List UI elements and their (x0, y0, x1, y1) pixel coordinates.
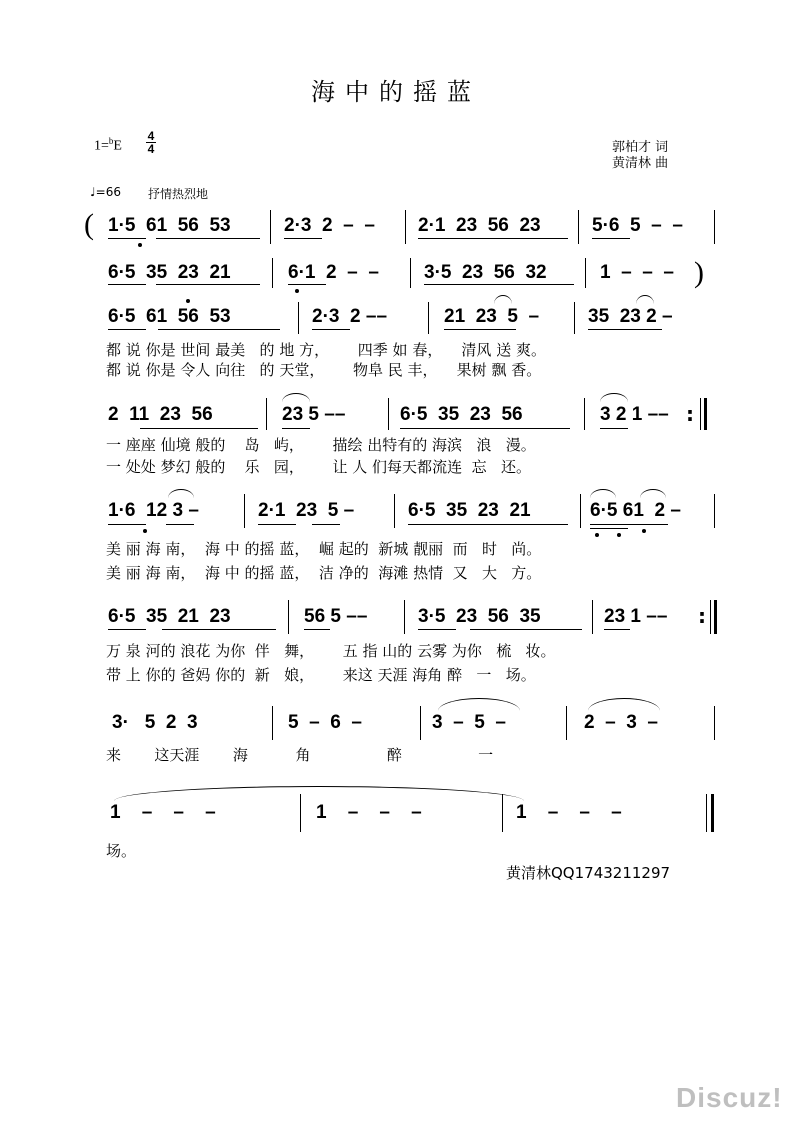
lyrics-verse-2-line-1: 都 说 你是 令人 向往 的 天堂， 物阜 民 丰， 果树 飘 香。 (106, 361, 542, 379)
staff-line-6b: 56 5 –– (304, 606, 368, 627)
composer-credit: 黄清林 曲 (612, 156, 669, 171)
lyrics-verse-2-line-4: 带 上 你的 爸妈 你的 新 娘， 来这 天涯 海角 醉 一 场。 (106, 666, 536, 684)
staff-line-1: 1·5 61 56 53 (108, 215, 231, 236)
staff-line-5: 1·6 12 3 – (108, 500, 199, 521)
lyrics-verse-1-line-4: 万 泉 河的 浪花 为你 伴 舞， 五 指 山的 云雾 为你 梳 妆。 (106, 642, 556, 660)
staff-line-8: 1 – – – (110, 802, 216, 823)
staff-line-8c: 1 – – – (516, 802, 622, 823)
intro-close-paren: ) (694, 256, 704, 289)
staff-line-5d: 6·5 61 2 – (590, 500, 681, 521)
lyrics-ending: 场。 (106, 842, 137, 860)
staff-line-7d: 2 – 3 – (584, 712, 658, 733)
staff-line-7b: 5 – 6 – (288, 712, 362, 733)
time-signature (146, 130, 156, 155)
staff-line-5b: 2·1 23 5 – (258, 500, 355, 521)
song-title: 海中的摇蓝 (311, 78, 481, 106)
staff-line-1d: 5·6 5 – – (592, 215, 683, 236)
staff-line-4d: 3 2 1 –– (600, 404, 669, 425)
staff-line-3b: 2·3 2 –– (312, 306, 388, 327)
watermark-logo: Discuz! (676, 1082, 783, 1113)
staff-line-4: 2 11 23 56 (108, 404, 213, 425)
key-note: E (113, 138, 122, 154)
lyrics-verse-1-line-3: 美 丽 海 南， 海 中 的摇 蓝， 崛 起的 新城 靓丽 而 时 尚。 (106, 540, 542, 558)
staff-line-7: 3· 5 2 3 (112, 712, 198, 733)
staff-line-6c: 3·5 23 56 35 (418, 606, 541, 627)
lyrics-coda: 来 这天涯 海 角 醉 一 (106, 746, 494, 764)
time-bottom: 4 (147, 142, 155, 156)
staff-line-3d: 35 23 2 – (588, 306, 673, 327)
staff-line-3: 6·5 61 56 53 (108, 306, 231, 327)
key-prefix: 1= (94, 138, 109, 154)
flat-sign: b (108, 136, 114, 146)
tempo-mark: ♩=66 (90, 185, 121, 199)
staff-line-6d: 23 1 –– (604, 606, 668, 627)
staff-line-2b: 6·1 2 – – (288, 262, 379, 283)
lyrics-verse-2-line-3: 美 丽 海 南， 海 中 的摇 蓝， 洁 净的 海滩 热情 又 大 方。 (106, 564, 542, 582)
staff-line-2: 6·5 35 23 21 (108, 262, 231, 283)
author-signature: 黄清林QQ1743211297 (506, 864, 671, 882)
staff-line-4c: 6·5 35 23 56 (400, 404, 523, 425)
staff-line-8b: 1 – – – (316, 802, 422, 823)
lyrics-verse-2-line-2: 一 处处 梦幻 般的 乐 园， 让 人 们每天都流连 忘 还。 (106, 458, 531, 476)
lyrics-verse-1-line-1: 都 说 你是 世间 最美 的 地 方， 四季 如 春， 清风 送 爽。 (106, 341, 547, 359)
time-top: 4 (147, 129, 155, 143)
lyricist-credit: 郭柏才 词 (612, 140, 669, 155)
lyrics-verse-1-line-2: 一 座座 仙境 般的 岛 屿， 描绘 出特有的 海滨 浪 漫。 (106, 436, 536, 454)
staff-line-1b: 2·3 2 – – (284, 215, 375, 236)
staff-line-1c: 2·1 23 56 23 (418, 215, 541, 236)
staff-line-7c: 3 – 5 – (432, 712, 506, 733)
staff-line-3c: 21 23 5 – (444, 306, 540, 327)
intro-open-paren: ( (84, 208, 94, 241)
staff-line-5c: 6·5 35 23 21 (408, 500, 531, 521)
staff-line-2c: 3·5 23 56 32 (424, 262, 547, 283)
staff-line-2d: 1 – – – (600, 262, 674, 283)
key-signature (94, 136, 122, 155)
expression-mark: 抒情热烈地 (148, 187, 209, 201)
staff-line-4b: 23 5 –– (282, 404, 346, 425)
staff-line-6: 6·5 35 21 23 (108, 606, 231, 627)
